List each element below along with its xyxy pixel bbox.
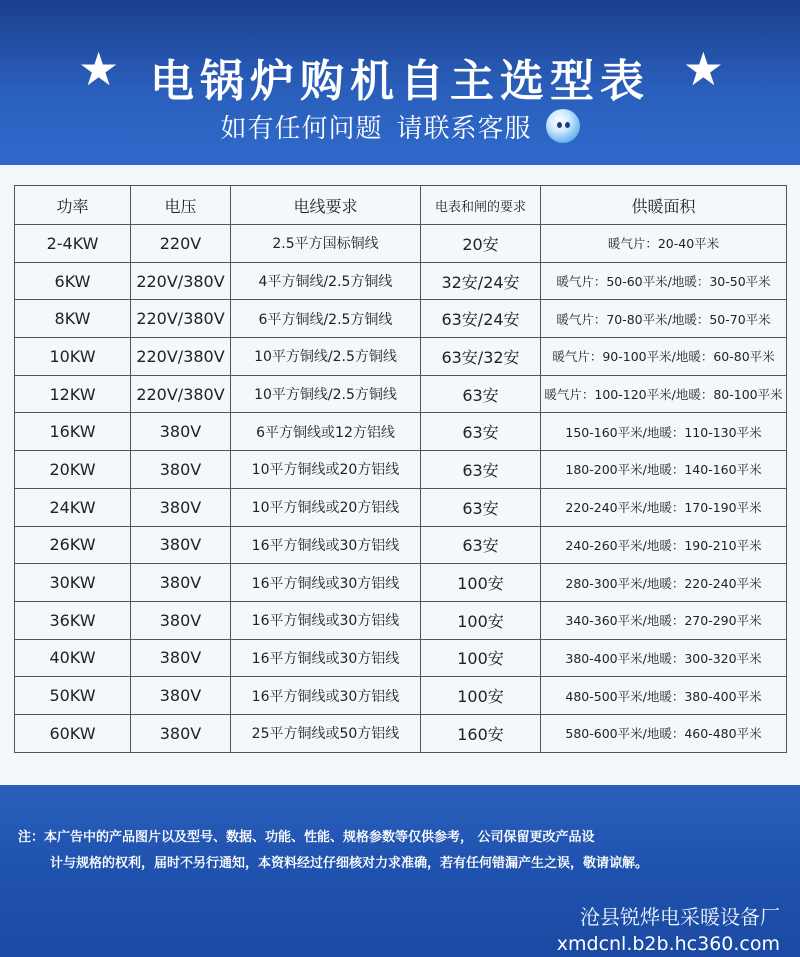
- cell-wire: 25平方铜线或50方铝线: [231, 714, 421, 752]
- table-body: [15, 225, 787, 753]
- cell-power: 8KW: [15, 300, 131, 338]
- cell-area: 380-400平米/地暖：300-320平米: [541, 639, 787, 677]
- subtitle-row: [0, 106, 800, 146]
- cell-meter: 63安/32安: [421, 338, 541, 376]
- customer-service-icon[interactable]: [546, 109, 580, 143]
- cell-voltage: 220V: [131, 225, 231, 263]
- cell-voltage: 380V: [131, 564, 231, 602]
- cell-voltage: 220V/380V: [131, 338, 231, 376]
- cell-meter: 63安: [421, 375, 541, 413]
- column-header-voltage: 电压: [131, 186, 231, 225]
- table-row: [15, 262, 787, 300]
- table-area: [0, 165, 800, 785]
- cell-wire: 4平方铜线/2.5方铜线: [231, 262, 421, 300]
- cell-wire: 10平方铜线/2.5方铜线: [231, 375, 421, 413]
- cell-meter: 63安: [421, 413, 541, 451]
- column-header-meter: 电表和闸的要求: [421, 186, 541, 225]
- cell-area: 240-260平米/地暖：190-210平米: [541, 526, 787, 564]
- table-row: [15, 413, 787, 451]
- cell-meter: 100安: [421, 564, 541, 602]
- table-row: [15, 639, 787, 677]
- cell-power: 20KW: [15, 451, 131, 489]
- subtitle-part1: 如有任何问题: [220, 113, 383, 144]
- cell-wire: 16平方铜线或30方铝线: [231, 564, 421, 602]
- column-header-area: 供暖面积: [541, 186, 787, 225]
- cell-power: 10KW: [15, 338, 131, 376]
- page-title: 电锅炉购机自主选型表: [150, 56, 650, 107]
- cell-area: 暖气片：50-60平米/地暖：30-50平米: [541, 262, 787, 300]
- cell-meter: 160安: [421, 714, 541, 752]
- table-row: [15, 488, 787, 526]
- cell-area: 340-360平米/地暖：270-290平米: [541, 601, 787, 639]
- cell-wire: 2.5平方国标铜线: [231, 225, 421, 263]
- cell-power: 50KW: [15, 677, 131, 715]
- cell-wire: 16平方铜线或30方铝线: [231, 677, 421, 715]
- cell-area: 暖气片：20-40平米: [541, 225, 787, 263]
- cell-power: 30KW: [15, 564, 131, 602]
- cell-power: 2-4KW: [15, 225, 131, 263]
- table-row: [15, 526, 787, 564]
- cell-area: 580-600平米/地暖：460-480平米: [541, 714, 787, 752]
- cell-wire: 10平方铜线/2.5方铜线: [231, 338, 421, 376]
- cell-meter: 100安: [421, 639, 541, 677]
- table-row: [15, 601, 787, 639]
- selection-table: [14, 185, 787, 753]
- subtitle-part2: 请联系客服: [396, 113, 532, 144]
- cell-area: 暖气片：90-100平米/地暖：60-80平米: [541, 338, 787, 376]
- cell-meter: 63安: [421, 451, 541, 489]
- cell-voltage: 380V: [131, 526, 231, 564]
- cell-wire: 10平方铜线或20方铝线: [231, 451, 421, 489]
- cell-voltage: 220V/380V: [131, 300, 231, 338]
- table-row: [15, 300, 787, 338]
- cell-area: 280-300平米/地暖：220-240平米: [541, 564, 787, 602]
- column-header-wire: 电线要求: [231, 186, 421, 225]
- cell-meter: 63安/24安: [421, 300, 541, 338]
- cell-power: 24KW: [15, 488, 131, 526]
- cell-wire: 16平方铜线或30方铝线: [231, 639, 421, 677]
- cell-power: 16KW: [15, 413, 131, 451]
- cell-power: 6KW: [15, 262, 131, 300]
- cell-wire: 6平方铜线/2.5方铜线: [231, 300, 421, 338]
- disclaimer-line1: 注：本广告中的产品图片以及型号、数据、功能、性能、规格参数等仅供参考， 公司保留更改产品设: [18, 830, 595, 845]
- cell-power: 60KW: [15, 714, 131, 752]
- title-row: [0, 42, 800, 112]
- cell-voltage: 380V: [131, 639, 231, 677]
- cell-voltage: 380V: [131, 714, 231, 752]
- cell-meter: 32安/24安: [421, 262, 541, 300]
- cell-meter: 20安: [421, 225, 541, 263]
- cell-wire: 16平方铜线或30方铝线: [231, 526, 421, 564]
- company-name: 沧县锐烨电采暖设备厂: [580, 905, 780, 929]
- table-row: [15, 714, 787, 752]
- table-row: [15, 564, 787, 602]
- cell-voltage: 220V/380V: [131, 375, 231, 413]
- cell-wire: 16平方铜线或30方铝线: [231, 601, 421, 639]
- table-row: [15, 225, 787, 263]
- company-url[interactable]: xmdcnl.b2b.hc360.com: [556, 933, 780, 955]
- cell-voltage: 220V/380V: [131, 262, 231, 300]
- cell-wire: 10平方铜线或20方铝线: [231, 488, 421, 526]
- cell-area: 150-160平米/地暖：110-130平米: [541, 413, 787, 451]
- footer: [0, 785, 800, 957]
- cell-meter: 63安: [421, 488, 541, 526]
- cell-voltage: 380V: [131, 601, 231, 639]
- cell-meter: 100安: [421, 601, 541, 639]
- cell-area: 480-500平米/地暖：380-400平米: [541, 677, 787, 715]
- star-icon-right: ★: [682, 42, 730, 96]
- cell-area: 暖气片：70-80平米/地暖：50-70平米: [541, 300, 787, 338]
- table-header-row: [15, 186, 787, 225]
- cell-voltage: 380V: [131, 451, 231, 489]
- table-row: [15, 338, 787, 376]
- cell-voltage: 380V: [131, 677, 231, 715]
- star-icon-left: ★: [78, 42, 126, 96]
- cell-power: 26KW: [15, 526, 131, 564]
- cell-area: 暖气片：100-120平米/地暖：80-100平米: [541, 375, 787, 413]
- header-banner: [0, 0, 800, 165]
- cell-power: 12KW: [15, 375, 131, 413]
- cell-meter: 100安: [421, 677, 541, 715]
- cell-area: 180-200平米/地暖：140-160平米: [541, 451, 787, 489]
- cell-voltage: 380V: [131, 413, 231, 451]
- disclaimer-line2: 计与规格的权利，届时不另行通知，本资料经过仔细核对力求准确，若有任何错漏产生之误，敬请谅解。: [50, 856, 649, 871]
- cell-meter: 63安: [421, 526, 541, 564]
- table-row: [15, 677, 787, 715]
- cell-voltage: 380V: [131, 488, 231, 526]
- cell-wire: 6平方铜线或12方铝线: [231, 413, 421, 451]
- cell-power: 40KW: [15, 639, 131, 677]
- disclaimer-note: [18, 825, 788, 877]
- table-row: [15, 451, 787, 489]
- table-row: [15, 375, 787, 413]
- column-header-power: 功率: [15, 186, 131, 225]
- cell-area: 220-240平米/地暖：170-190平米: [541, 488, 787, 526]
- cell-power: 36KW: [15, 601, 131, 639]
